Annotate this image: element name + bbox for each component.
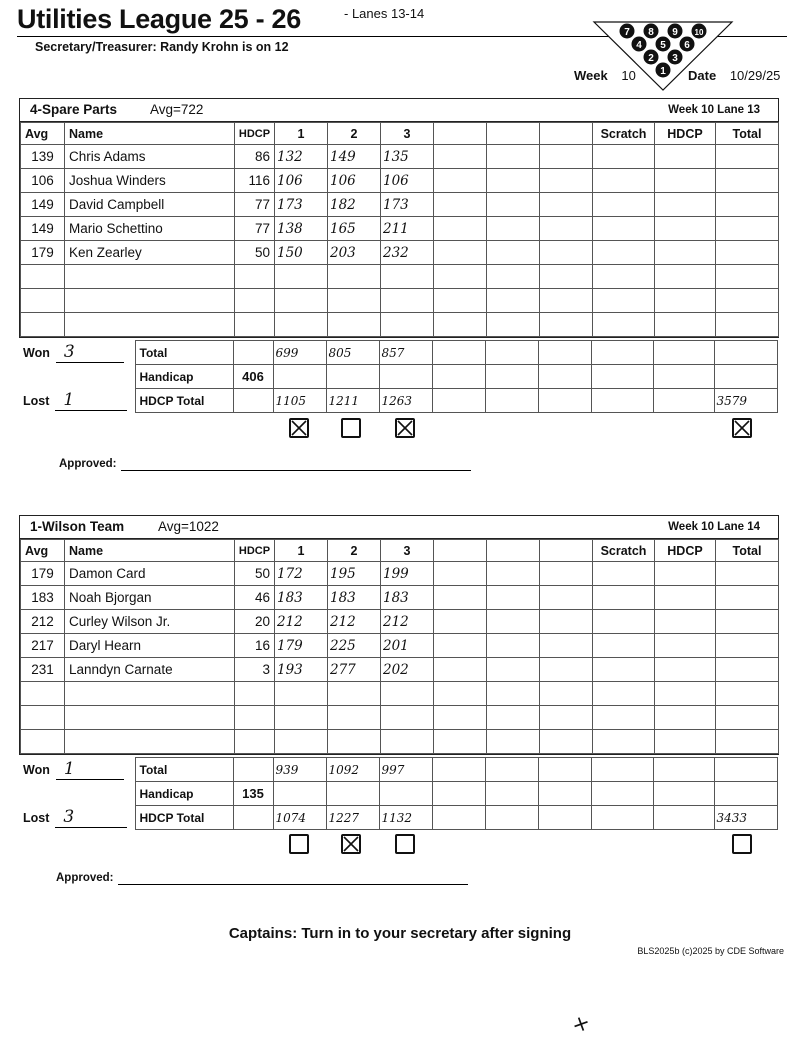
summary-game3[interactable]: 857	[379, 341, 432, 365]
captains-instruction: Captains: Turn in to your secretary after signing	[228, 925, 572, 942]
scratch-cell[interactable]	[593, 289, 655, 313]
game3-score[interactable]: 183	[381, 586, 434, 610]
empty-score[interactable]	[381, 730, 434, 754]
bowler-avg: 179	[21, 241, 65, 265]
total-cell[interactable]	[716, 682, 779, 706]
title-underline-right	[738, 36, 778, 37]
bowler-avg: 139	[21, 145, 65, 169]
won-label: Won	[23, 763, 50, 777]
hdcp-cell[interactable]	[655, 730, 716, 754]
game2-score[interactable]: 203	[328, 241, 381, 265]
game3-score[interactable]: 211	[381, 217, 434, 241]
summary-game2[interactable]: 1092	[326, 758, 379, 782]
hdcp-cell[interactable]	[655, 289, 716, 313]
lost-label: Lost	[23, 394, 50, 408]
bowler-name: David Campbell	[65, 193, 235, 217]
bowler-hdcp: 116	[235, 169, 275, 193]
game3-score[interactable]: 106	[381, 169, 434, 193]
total-cell[interactable]	[716, 145, 779, 169]
table-row	[21, 682, 779, 706]
summary-game2[interactable]: 805	[326, 341, 379, 365]
game1-score[interactable]: 173	[275, 193, 328, 217]
hdcp-cell[interactable]	[655, 241, 716, 265]
bowler-hdcp: 77	[235, 193, 275, 217]
scratch-cell[interactable]	[593, 634, 655, 658]
table-row	[21, 169, 779, 193]
lanes-label: - Lanes 13-14	[344, 6, 425, 21]
total-cell[interactable]	[716, 586, 779, 610]
summary-game3[interactable]: 1132	[379, 806, 432, 830]
lost-label: Lost	[23, 811, 50, 825]
total-cell[interactable]	[716, 193, 779, 217]
pin-number: 5	[660, 40, 666, 51]
total-cell[interactable]	[716, 706, 779, 730]
game2-score[interactable]: 165	[328, 217, 381, 241]
total-cell[interactable]	[716, 217, 779, 241]
summary-game1[interactable]: 699	[273, 341, 326, 365]
table-row	[21, 706, 779, 730]
bowler-avg: 212	[21, 610, 65, 634]
summary-label: Total	[135, 341, 233, 365]
col-hdcp: HDCP	[235, 540, 275, 562]
bowler-name: Chris Adams	[65, 145, 235, 169]
won-label: Won	[23, 346, 50, 360]
game2-score[interactable]: 195	[328, 562, 381, 586]
scratch-cell[interactable]	[593, 586, 655, 610]
col-game2: 2	[328, 540, 381, 562]
col-game2: 2	[328, 123, 381, 145]
bowler-hdcp: 3	[235, 658, 275, 682]
pin-number: 1	[660, 66, 666, 77]
empty-score[interactable]	[275, 265, 328, 289]
game2-score[interactable]: 106	[328, 169, 381, 193]
scratch-cell[interactable]	[593, 217, 655, 241]
lost-field	[19, 389, 135, 413]
week-value: 10	[621, 68, 636, 83]
pin-number: 9	[672, 27, 678, 38]
table-row	[21, 586, 779, 610]
summary-game3[interactable]: 1263	[379, 389, 432, 413]
bowler-hdcp: 86	[235, 145, 275, 169]
game1-score[interactable]: 179	[275, 634, 328, 658]
summary-row	[19, 365, 777, 389]
scratch-cell[interactable]	[593, 169, 655, 193]
table-row	[21, 730, 779, 754]
week-label: Week	[574, 68, 608, 83]
won-value[interactable]: 3	[56, 342, 124, 363]
col-hdcp-total: HDCP	[655, 123, 716, 145]
hdcp-cell[interactable]	[655, 634, 716, 658]
approved-signature-line[interactable]	[118, 884, 468, 885]
table-row	[21, 265, 779, 289]
checked-box-icon[interactable]	[341, 834, 361, 854]
total-cell[interactable]	[716, 634, 779, 658]
game1-score[interactable]: 193	[275, 658, 328, 682]
total-cell[interactable]	[716, 610, 779, 634]
scratch-cell[interactable]	[593, 706, 655, 730]
game2-score[interactable]: 149	[328, 145, 381, 169]
pin-number: 8	[648, 27, 654, 38]
series-total[interactable]: 3579	[714, 389, 777, 413]
game3-score[interactable]: 202	[381, 658, 434, 682]
bowler-hdcp: 20	[235, 610, 275, 634]
game3-score[interactable]: 135	[381, 145, 434, 169]
summary-game2[interactable]: 1211	[326, 389, 379, 413]
lost-value[interactable]: 3	[55, 807, 127, 828]
total-cell[interactable]	[716, 289, 779, 313]
scratch-cell[interactable]	[593, 730, 655, 754]
scratch-cell[interactable]	[593, 658, 655, 682]
pin-number: 2	[648, 53, 654, 64]
week-field	[574, 68, 636, 83]
game3-score[interactable]: 199	[381, 562, 434, 586]
handwritten-mark: +	[568, 1009, 595, 1040]
empty-score[interactable]	[381, 265, 434, 289]
team-handicap: 406	[233, 365, 273, 389]
empty-score[interactable]	[381, 313, 434, 337]
hdcp-cell[interactable]	[655, 682, 716, 706]
summary-row	[19, 806, 777, 830]
table-row	[21, 289, 779, 313]
lost-field	[19, 806, 135, 830]
pin-number: 10	[694, 28, 704, 37]
bowler-avg: 149	[21, 193, 65, 217]
team-name: 4-Spare Parts	[30, 102, 118, 117]
bowler-avg: 231	[21, 658, 65, 682]
empty-score[interactable]	[381, 289, 434, 313]
table-row	[21, 658, 779, 682]
bowler-name: Daryl Hearn	[65, 634, 235, 658]
total-cell[interactable]	[716, 658, 779, 682]
summary-row	[19, 389, 777, 413]
bowler-hdcp: 50	[235, 241, 275, 265]
game1-score[interactable]: 172	[275, 562, 328, 586]
total-cell[interactable]	[716, 562, 779, 586]
copyright-note: BLS2025b (c)2025 by CDE Software	[637, 946, 784, 956]
col-scratch: Scratch	[593, 540, 655, 562]
summary-game1[interactable]: 939	[273, 758, 326, 782]
bowler-hdcp: 46	[235, 586, 275, 610]
empty-score[interactable]	[328, 289, 381, 313]
hdcp-cell[interactable]	[655, 586, 716, 610]
hdcp-cell[interactable]	[655, 217, 716, 241]
bowler-name: Mario Schettino	[65, 217, 235, 241]
game3-score[interactable]: 201	[381, 634, 434, 658]
unchecked-box-icon[interactable]	[395, 834, 415, 854]
series-total[interactable]: 3433	[714, 806, 777, 830]
empty-score[interactable]	[328, 730, 381, 754]
col-game1: 1	[275, 123, 328, 145]
empty-score[interactable]	[275, 313, 328, 337]
date-value: 10/29/25	[729, 68, 781, 83]
team-name: 1-Wilson Team	[30, 519, 125, 534]
total-cell[interactable]	[716, 265, 779, 289]
bowler-name: Lanndyn Carnate	[65, 658, 235, 682]
bowler-avg: 179	[21, 562, 65, 586]
bowler-name: Joshua Winders	[65, 169, 235, 193]
team-handicap: 135	[233, 782, 273, 806]
team-average: Avg=1022	[158, 519, 219, 534]
league-title: Utilities League 25 - 26	[17, 4, 301, 34]
won-value[interactable]: 1	[56, 759, 124, 780]
col-game1: 1	[275, 540, 328, 562]
team-header	[20, 516, 778, 539]
scratch-cell[interactable]	[593, 682, 655, 706]
bowler-avg: 217	[21, 634, 65, 658]
col-name: Name	[65, 123, 235, 145]
hdcp-cell[interactable]	[655, 169, 716, 193]
col-total: Total	[716, 540, 779, 562]
approved-signature-line[interactable]	[121, 470, 471, 471]
empty-score[interactable]	[328, 313, 381, 337]
bowler-table	[20, 539, 779, 754]
team-week-lane: Week 10 Lane 13	[668, 104, 760, 116]
date-field	[688, 68, 780, 83]
bowler-name: Ken Zearley	[65, 241, 235, 265]
empty-score[interactable]	[328, 706, 381, 730]
game1-score[interactable]: 138	[275, 217, 328, 241]
pin-number: 4	[636, 40, 642, 51]
pin-number: 7	[624, 27, 630, 38]
unchecked-box-icon[interactable]	[341, 418, 361, 438]
table-row	[21, 193, 779, 217]
game3-score[interactable]: 232	[381, 241, 434, 265]
game2-score[interactable]: 183	[328, 586, 381, 610]
empty-score[interactable]	[328, 682, 381, 706]
game1-score[interactable]: 183	[275, 586, 328, 610]
team-summary	[19, 340, 777, 413]
lost-value[interactable]: 1	[55, 390, 127, 411]
table-row	[21, 241, 779, 265]
date-label: Date	[688, 68, 717, 83]
bowler-avg: 106	[21, 169, 65, 193]
team-scoresheet	[19, 98, 779, 338]
game2-score[interactable]: 225	[328, 634, 381, 658]
summary-game2[interactable]: 1227	[326, 806, 379, 830]
pin-number: 6	[684, 40, 690, 51]
game3-score[interactable]: 212	[381, 610, 434, 634]
hdcp-cell[interactable]	[655, 145, 716, 169]
table-row	[21, 145, 779, 169]
empty-score[interactable]	[275, 706, 328, 730]
empty-score[interactable]	[275, 289, 328, 313]
col-game3: 3	[381, 540, 434, 562]
bowler-avg: 149	[21, 217, 65, 241]
empty-score[interactable]	[381, 682, 434, 706]
table-row	[21, 217, 779, 241]
unchecked-box-icon[interactable]	[732, 834, 752, 854]
team-scoresheet	[19, 515, 779, 755]
game2-score[interactable]: 182	[328, 193, 381, 217]
game1-score[interactable]: 106	[275, 169, 328, 193]
approved-label: Approved:	[56, 872, 114, 884]
col-avg: Avg	[21, 123, 65, 145]
col-hdcp: HDCP	[235, 123, 275, 145]
scratch-cell[interactable]	[593, 265, 655, 289]
scratch-cell[interactable]	[593, 145, 655, 169]
checked-box-icon[interactable]	[732, 418, 752, 438]
bowler-name: Curley Wilson Jr.	[65, 610, 235, 634]
hdcp-cell[interactable]	[655, 706, 716, 730]
won-field	[19, 758, 135, 782]
pin-number: 3	[672, 53, 678, 64]
bowler-hdcp: 16	[235, 634, 275, 658]
summary-game1[interactable]: 1105	[273, 389, 326, 413]
summary-label: HDCP Total	[135, 389, 233, 413]
hdcp-cell[interactable]	[655, 313, 716, 337]
empty-score[interactable]	[275, 682, 328, 706]
col-avg: Avg	[21, 540, 65, 562]
total-cell[interactable]	[716, 169, 779, 193]
game2-score[interactable]: 277	[328, 658, 381, 682]
game3-score[interactable]: 173	[381, 193, 434, 217]
game1-score[interactable]: 150	[275, 241, 328, 265]
table-row	[21, 313, 779, 337]
table-row	[21, 634, 779, 658]
scratch-cell[interactable]	[593, 610, 655, 634]
game1-score[interactable]: 212	[275, 610, 328, 634]
hdcp-cell[interactable]	[655, 610, 716, 634]
team-week-lane: Week 10 Lane 14	[668, 521, 760, 533]
bowler-avg: 183	[21, 586, 65, 610]
scratch-cell[interactable]	[593, 562, 655, 586]
unchecked-box-icon[interactable]	[289, 834, 309, 854]
bowler-hdcp: 50	[235, 562, 275, 586]
column-header-row	[21, 540, 779, 562]
col-scratch: Scratch	[593, 123, 655, 145]
team-summary	[19, 757, 777, 830]
empty-score[interactable]	[328, 265, 381, 289]
hdcp-cell[interactable]	[655, 562, 716, 586]
table-row	[21, 610, 779, 634]
summary-label: HDCP Total	[135, 806, 233, 830]
hdcp-cell[interactable]	[655, 193, 716, 217]
checked-box-icon[interactable]	[395, 418, 415, 438]
hdcp-cell[interactable]	[655, 265, 716, 289]
col-hdcp-total: HDCP	[655, 540, 716, 562]
team-average: Avg=722	[150, 102, 204, 117]
col-name: Name	[65, 540, 235, 562]
summary-game1[interactable]: 1074	[273, 806, 326, 830]
bowler-table	[20, 122, 779, 337]
approved-label: Approved:	[59, 458, 117, 470]
summary-label: Handicap	[135, 782, 233, 806]
bowler-name: Noah Bjorgan	[65, 586, 235, 610]
summary-label: Handicap	[135, 365, 233, 389]
summary-label: Total	[135, 758, 233, 782]
table-row	[21, 562, 779, 586]
summary-row	[19, 758, 777, 782]
empty-score[interactable]	[275, 730, 328, 754]
bowler-name: Damon Card	[65, 562, 235, 586]
col-total: Total	[716, 123, 779, 145]
bowler-hdcp: 77	[235, 217, 275, 241]
total-cell[interactable]	[716, 730, 779, 754]
column-header-row	[21, 123, 779, 145]
scratch-cell[interactable]	[593, 313, 655, 337]
scratch-cell[interactable]	[593, 241, 655, 265]
total-cell[interactable]	[716, 313, 779, 337]
scratch-cell[interactable]	[593, 193, 655, 217]
game2-score[interactable]: 212	[328, 610, 381, 634]
won-field	[19, 341, 135, 365]
hdcp-cell[interactable]	[655, 658, 716, 682]
team-header	[20, 99, 778, 122]
game1-score[interactable]: 132	[275, 145, 328, 169]
summary-row	[19, 782, 777, 806]
checked-box-icon[interactable]	[289, 418, 309, 438]
total-cell[interactable]	[716, 241, 779, 265]
secretary-note: Secretary/Treasurer: Randy Krohn is on 12	[35, 40, 289, 54]
summary-game3[interactable]: 997	[379, 758, 432, 782]
col-game3: 3	[381, 123, 434, 145]
empty-score[interactable]	[381, 706, 434, 730]
summary-row	[19, 341, 777, 365]
